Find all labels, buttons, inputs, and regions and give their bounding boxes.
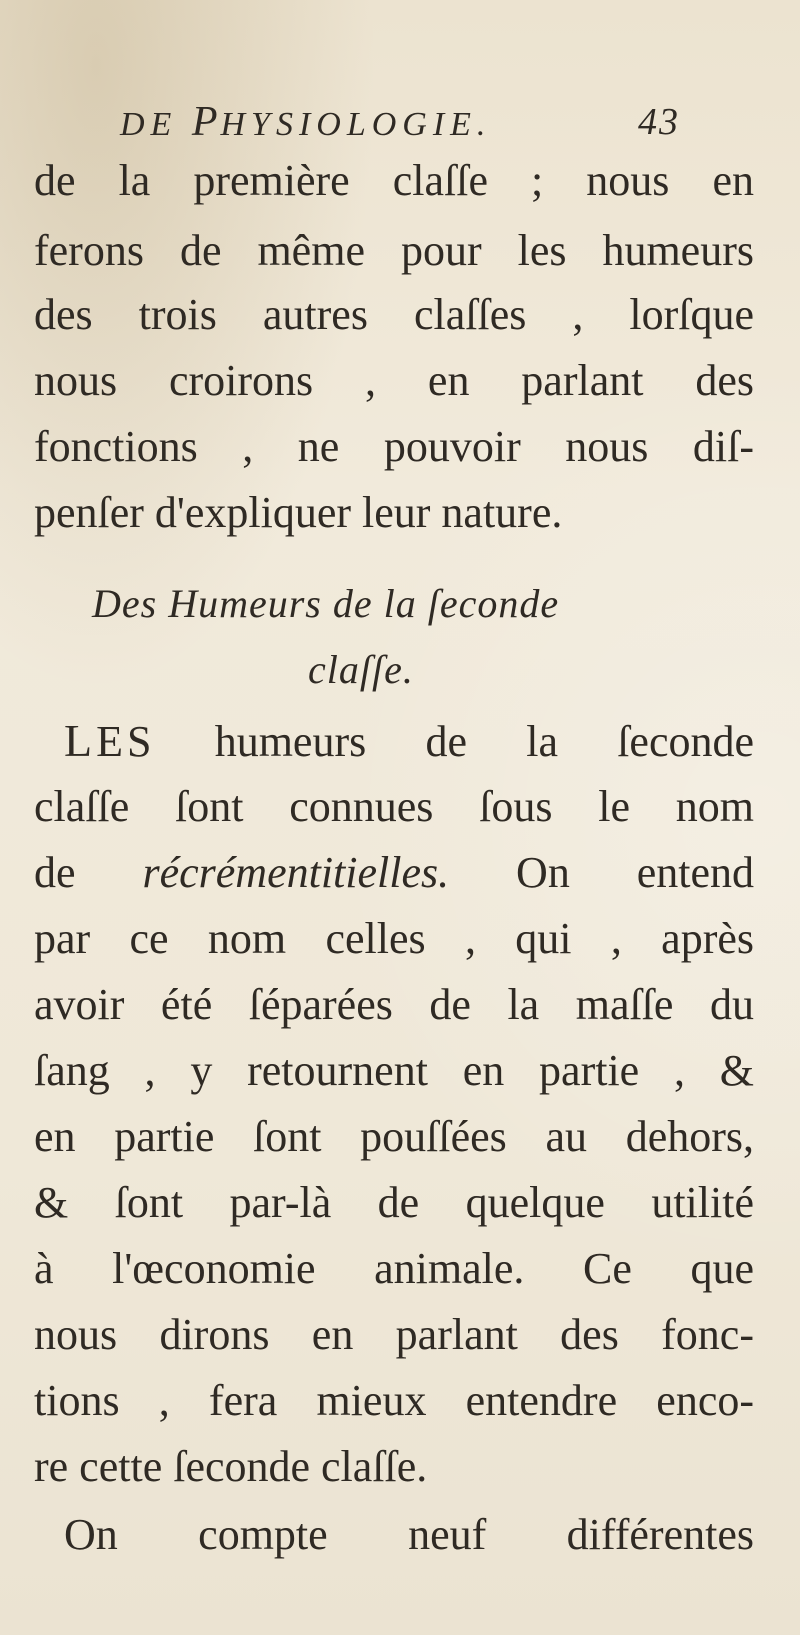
text-line: ferons de même pour les humeurs [34,226,754,275]
text-line: & ſont par-là de quelque utilité [34,1178,754,1227]
text-line: de la première claſſe ; nous en [34,156,754,205]
running-title-prefix: DE [120,106,192,143]
text-line: re cette ſeconde claſſe. [34,1442,428,1491]
section-title-line2: claſſe. [308,647,414,692]
line-text: de [34,848,76,897]
line-text: humeurs de la ſeconde [214,717,755,766]
running-title [120,98,491,146]
text-line: des trois autres claſſes , lorſque [34,290,754,339]
text-line: ſang , y retournent en partie , & [34,1046,754,1095]
line-text: On entend [516,848,755,897]
text-line: en partie ſont pouſſées au dehors, [34,1112,754,1161]
italic-term: récrémentitielles. [142,848,450,897]
text-line: par ce nom celles , qui , après [34,914,754,963]
text-line [34,846,754,900]
text-line [64,714,754,769]
text-line: nous dirons en parlant des fonc- [34,1310,754,1359]
text-line: tions , fera mieux entendre enco- [34,1376,754,1425]
text-line: penſer d'expliquer leur nature. [34,488,563,537]
text-line: à l'œconomie animale. Ce que [34,1244,754,1293]
text-line: avoir été ſéparées de la maſſe du [34,980,754,1029]
text-line: fonctions , ne pouvoir nous diſ- [34,422,754,471]
text-line: On compte neuf différentes [64,1510,754,1559]
running-title-initial: P [191,99,221,145]
initial-rest: ES [96,717,156,766]
text-line: claſſe ſont connues ſous le nom [34,782,754,831]
initial-capital: L [64,715,97,766]
running-title-rest: HYSIOLOGIE. [220,106,492,143]
section-title-line1: Des Humeurs de la ſeconde [92,581,560,626]
page-number: 43 [638,101,680,143]
text-line: nous croirons , en parlant des [34,356,754,405]
initial-capital-word [64,717,155,766]
running-header [120,98,680,148]
